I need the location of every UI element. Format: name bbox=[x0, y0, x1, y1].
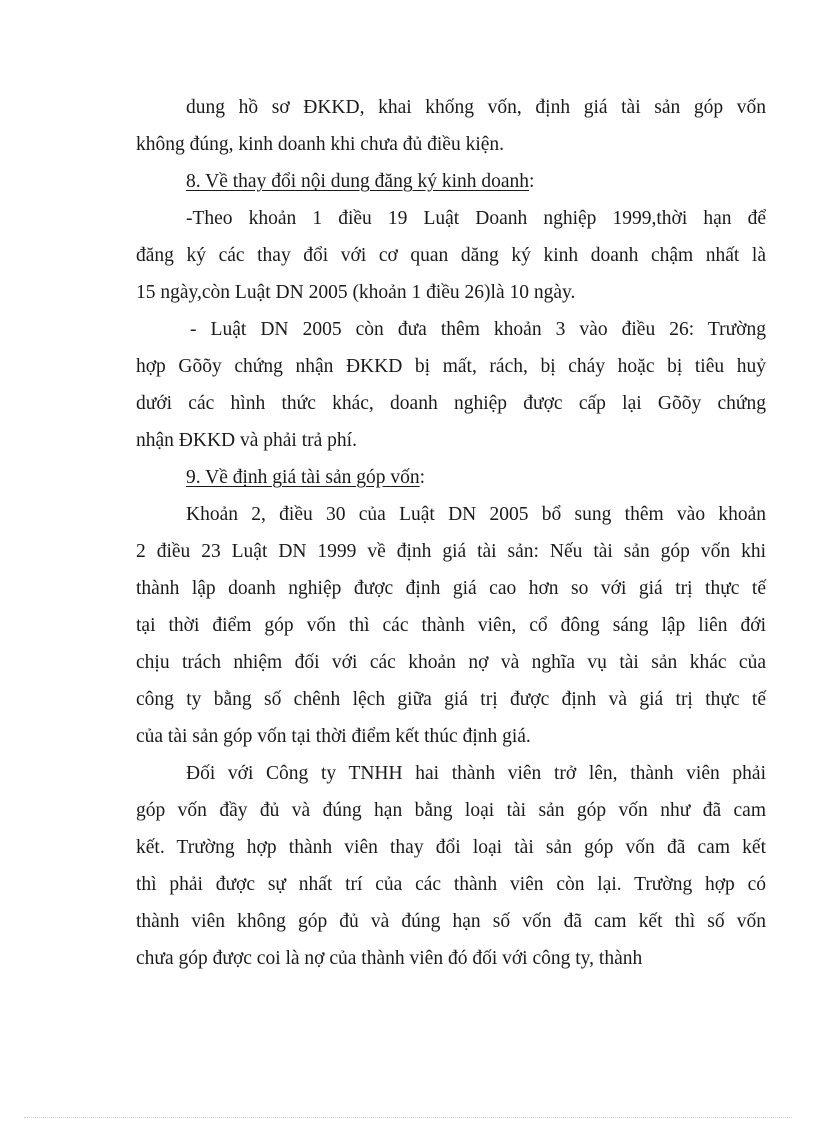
paragraph-line: chưa góp được coi là nợ của thành viên đó đối với công ty, thành bbox=[136, 948, 643, 969]
paragraph-line: nhận ĐKKD và phải trả phí. bbox=[136, 430, 357, 451]
section-heading-8-text: 8. Về thay đổi nội dung đăng ký kinh doanh bbox=[186, 171, 530, 192]
paragraph-line: công ty bằng số chênh lệch giữa giá trị được định và giá trị thực tế bbox=[136, 689, 766, 710]
paragraph-line: dung hồ sơ ĐKKD, khai khống vốn, định giá tài sản góp vốn bbox=[186, 97, 766, 118]
section-heading-9-text: 9. Về định giá tài sản góp vốn bbox=[186, 467, 420, 488]
paragraph-line: của tài sản góp vốn tại thời điểm kết thúc định giá. bbox=[136, 726, 531, 747]
paragraph-line: tại thời điểm góp vốn thì các thành viên, cổ đông sáng lập liên đới bbox=[136, 615, 766, 636]
paragraph-line: Khoản 2, điều 30 của Luật DN 2005 bổ sung thêm vào khoản bbox=[186, 504, 766, 525]
paragraph-line: dưới các hình thức khác, doanh nghiệp được cấp lại Gõõy chứng bbox=[136, 393, 766, 414]
section-heading-9 bbox=[186, 466, 425, 490]
paragraph-line: kết. Trường hợp thành viên thay đổi loại tài sản góp vốn đã cam kết bbox=[136, 837, 766, 858]
paragraph-line: thì phải được sự nhất trí của các thành viên còn lại. Trường hợp có bbox=[136, 874, 766, 895]
paragraph-line: chịu trách nhiệm đối với các khoản nợ và nghĩa vụ tài sản khác của bbox=[136, 652, 766, 673]
paragraph-line: đăng ký các thay đổi với cơ quan dăng ký kinh doanh chậm nhất là bbox=[136, 245, 766, 266]
paragraph-line: 15 ngày,còn Luật DN 2005 (khoản 1 điều 26)là 10 ngày. bbox=[136, 282, 576, 303]
section-heading-8-suffix: : bbox=[529, 171, 535, 192]
paragraph-line: - Luật DN 2005 còn đưa thêm khoản 3 vào điều 26: Trường bbox=[190, 319, 766, 340]
paragraph-line: hợp Gõõy chứng nhận ĐKKD bị mất, rách, bị cháy hoặc bị tiêu huỷ bbox=[136, 356, 766, 377]
paragraph-line: góp vốn đầy đủ và đúng hạn bằng loại tài sản góp vốn như đã cam bbox=[136, 800, 766, 821]
paragraph-line: Đối với Công ty TNHH hai thành viên trở lên, thành viên phải bbox=[186, 763, 766, 784]
section-heading-8 bbox=[186, 170, 534, 194]
paragraph-line: thành viên không góp đủ và đúng hạn số vốn đã cam kết thì số vốn bbox=[136, 911, 766, 932]
paragraph-line: 2 điều 23 Luật DN 1999 về định giá tài sản: Nếu tài sản góp vốn khi bbox=[136, 541, 766, 562]
section-heading-9-suffix: : bbox=[419, 467, 426, 488]
paragraph-line: -Theo khoản 1 điều 19 Luật Doanh nghiệp 1999,thời hạn để bbox=[186, 208, 766, 229]
paragraph-line: thành lập doanh nghiệp được định giá cao hơn so với giá trị thực tế bbox=[136, 578, 766, 599]
paragraph-line: không đúng, kinh doanh khi chưa đủ điều kiện. bbox=[136, 134, 505, 155]
page-bottom-divider bbox=[24, 1117, 792, 1118]
